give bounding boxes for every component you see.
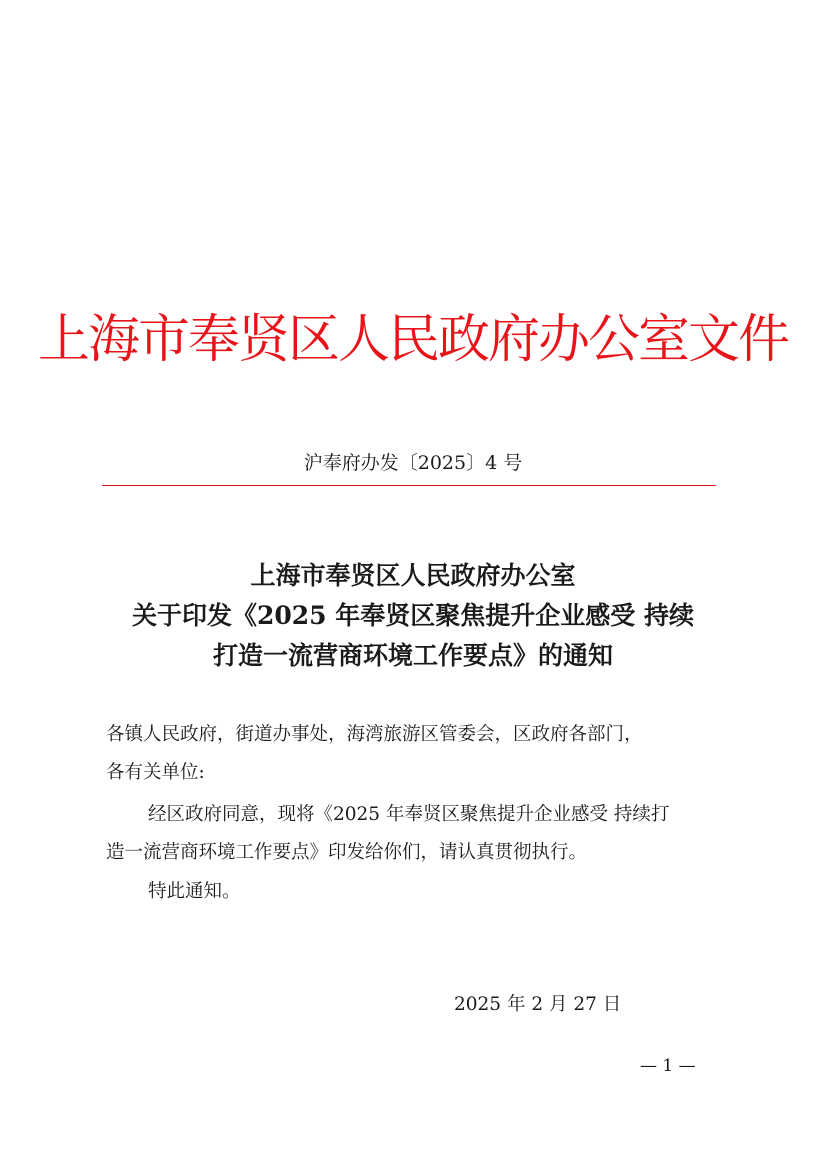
notice-title-line-3: 打造一流营商环境工作要点》的通知 [212, 641, 613, 670]
issue-date: 2025 年 2 月 27 日 [454, 994, 622, 1015]
body-paragraph-line-1: 经区政府同意，现将《2025 年奉贤区聚焦提升企业感受 持续打 [148, 804, 670, 825]
red-divider-line [102, 485, 716, 486]
issuer-header: 上海市奉贤区人民政府办公室文件 [37, 310, 788, 370]
addressee-line-1: 各镇人民政府，街道办事处，海湾旅游区管委会，区政府各部门， [106, 724, 643, 745]
notice-title-line-1: 上海市奉贤区人民政府办公室 [250, 561, 576, 590]
notice-title [0, 556, 826, 676]
document-number: 沪奉府办发〔2025〕4 号 [303, 452, 523, 474]
addressee-line-2: 各有关单位: [106, 762, 205, 783]
notice-title-line-2: 关于印发《2025 年奉贤区聚焦提升企业感受 持续 [132, 601, 694, 630]
closing-line: 特此通知。 [148, 881, 241, 902]
page-number: — 1 — [640, 1056, 696, 1076]
body-paragraph-line-2: 造一流营商环境工作要点》印发给你们，请认真贯彻执行。 [106, 842, 588, 863]
